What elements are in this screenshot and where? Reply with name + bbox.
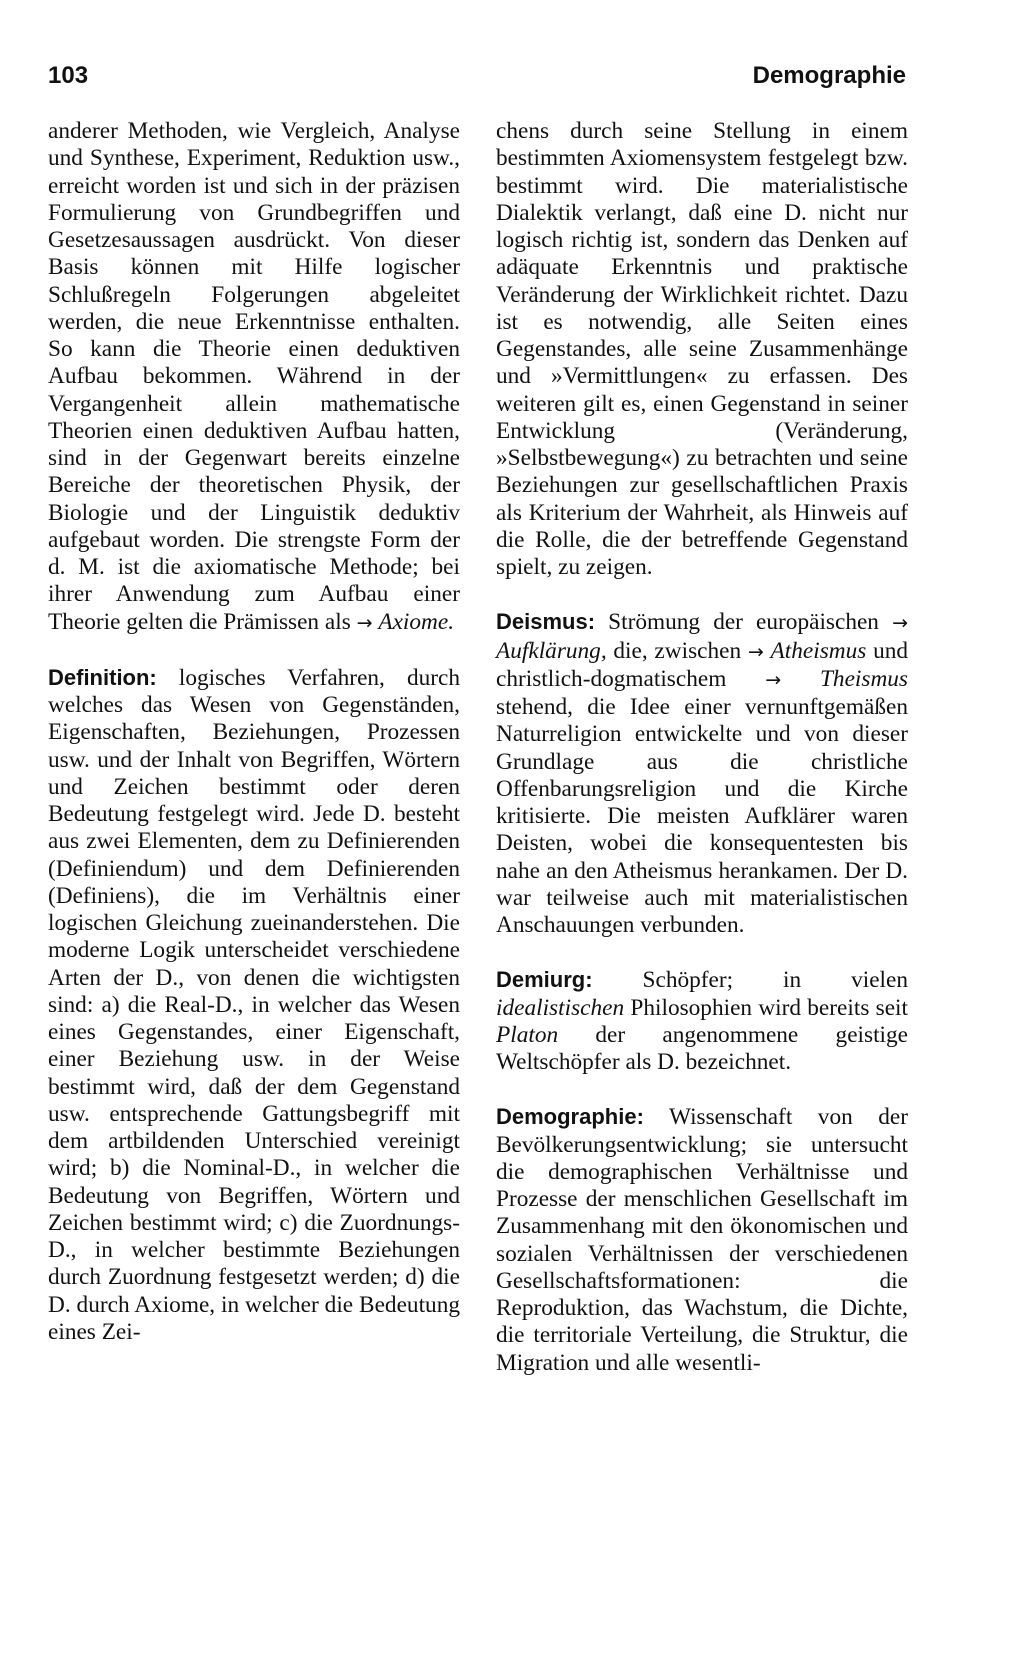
italic-term-platon: Platon: [496, 1021, 559, 1048]
entry-text: die, zwischen: [613, 637, 742, 664]
entry-demiurg: [496, 966, 908, 1076]
page-number: 103: [48, 62, 89, 89]
cross-reference-aufklaerung: Aufklärung,: [496, 637, 607, 664]
left-column: [48, 118, 460, 1346]
entry-text-definition: logisches Verfahren, durch welches das Wesen von Gegenständen, Eigenschaften, Beziehungen, Prozessen usw. und der Inhalt von Begriffen, Wörtern und Zeichen bestimmt oder deren Bedeutung festgelegt wird. Jede D. besteht aus zwei Elementen, dem zu Definierenden (Definiendum) und dem Definierenden (Definiens), die im Verhältnis einer logischen Gleichung zueinanderstehen. Die moderne Logik unterscheidet verschiedene Arten der D., von denen die wichtigsten sind: a) die Real-D., in welcher das Wesen eines Gegenstandes, einer Eigenschaft, einer Beziehung usw. in der Weise bestimmt wird, daß der dem Gegenstand usw. entsprechende Gattungsbegriff mit dem artbildenden Unterschied vereinigt wird; b) die Nominal-D., in welcher die Bedeutung von Begriffen, Wörtern und Zeichen bestimmt wird; c) die Zuordnungs-D., in welcher bestimmte Beziehungen durch Zuordnung festgesetzt werden; d) die D. durch Axiome, in welcher die Bedeutung eines Zei-: [48, 664, 461, 1345]
continuation-text: anderer Methoden, wie Vergleich, Analyse und Synthese, Experiment, Reduktion usw., erreicht worden ist und sich in der präzisen Formulierung von Grundbegriffen und Gesetzesaussagen ausdrückt. Von dieser Basis können mit Hilfe logischer Schlußregeln Folgerungen abgeleitet werden, die neue Erkenntnisse enthalten. So kann die Theorie einen deduktiven Aufbau bekommen. Während in der Vergangenheit allein mathematische Theorien einen deduktiven Aufbau hatten, sind in der Gegenwart bereits einzelne Bereiche der theoretischen Physik, der Biologie und der Linguistik deduktiv aufgebaut worden. Die strengste Form der d. M. ist die axiomatische Methode; bei ihrer Anwendung zum Aufbau einer Theorie gelten die Prämissen als: [48, 118, 460, 635]
entry-text-demographie: Wissenschaft von der Bevölkerungsentwicklung; sie untersucht die demographischen Verhältnisse und Prozesse der menschlichen Gesellschaft im Zusammenhang mit den ökonomischen und sozialen Verhältnissen der verschiedenen Gesellschaftsformationen: die Reproduktion, das Wachstum, die Dichte, die territoriale Verteilung, die Struktur, die Migration und alle wesentli-: [496, 1104, 908, 1376]
entry-text: stehend, die Idee einer vernunftgemäßen Naturreligion entwickelte und von dieser Grundlage aus die christliche Offenbarungsreligion und die Kirche kritisierte. Die meisten Aufklärer waren Deisten, wobei die konsequentesten bis nahe an den Atheismus herankamen. Der D. war teilweise auch mit materialistischen Anschauungen verbunden.: [496, 694, 908, 938]
cross-reference-arrow-icon: →: [892, 612, 909, 635]
continuation-paragraph-right: [496, 118, 908, 581]
entry-demographie: [496, 1103, 908, 1377]
cross-reference-arrow-icon: →: [747, 640, 764, 663]
cross-reference-arrow-icon: →: [356, 611, 373, 634]
cross-reference-theismus: Theismus: [819, 665, 908, 692]
cross-reference-axiome: Axiome.: [378, 608, 455, 635]
running-head: Demographie: [752, 62, 906, 89]
entry-keyword-demographie: Demographie:: [496, 1104, 644, 1130]
entry-text: und christlich-dogmatischem: [496, 637, 909, 692]
entry-keyword-deismus: Deismus:: [496, 609, 596, 635]
cross-reference-arrow-icon: →: [765, 668, 782, 691]
entry-text: Philosophien wird bereits seit: [630, 994, 908, 1021]
entry-definition: [48, 664, 460, 1346]
entry-text: der angenommene geistige Weltschöpfer als D. bezeichnet.: [496, 1021, 909, 1075]
continuation-text-right: chens durch seine Stellung in einem bestimmten Axiomensystem festgelegt bzw. bestimmt wird. Die materialistische Dialektik verlangt, daß eine D. nicht nur logisch richtig ist, sondern das Denken auf adäquate Erkenntnis und praktische Veränderung der Wirklichkeit richtet. Dazu ist es notwendig, alle Seiten eines Gegenstandes, alle seine Zusammenhänge und »Vermittlungen« zu erfassen. Des weiteren gilt es, einen Gegenstand in seiner Entwicklung (Veränderung, »Selbstbewegung«) zu betrachten und seine Beziehungen zur gesellschaftlichen Praxis als Kriterium der Wahrheit, als Hinweis auf die Rolle, die der betreffende Gegenstand spielt, zu zeigen.: [496, 118, 908, 580]
entry-keyword-definition: Definition:: [48, 664, 157, 690]
entry-keyword-demiurg: Demiurg:: [496, 967, 593, 993]
continuation-paragraph: [48, 118, 460, 637]
right-column: [496, 118, 908, 1377]
entry-deismus: [496, 608, 908, 939]
cross-reference-atheismus: Atheismus: [770, 637, 867, 664]
italic-term-idealistischen: idealistischen: [496, 994, 625, 1021]
page-header: [48, 62, 906, 98]
entry-text: Strömung der europäischen: [608, 609, 879, 636]
entry-text: Schöpfer; in vielen: [642, 967, 909, 994]
